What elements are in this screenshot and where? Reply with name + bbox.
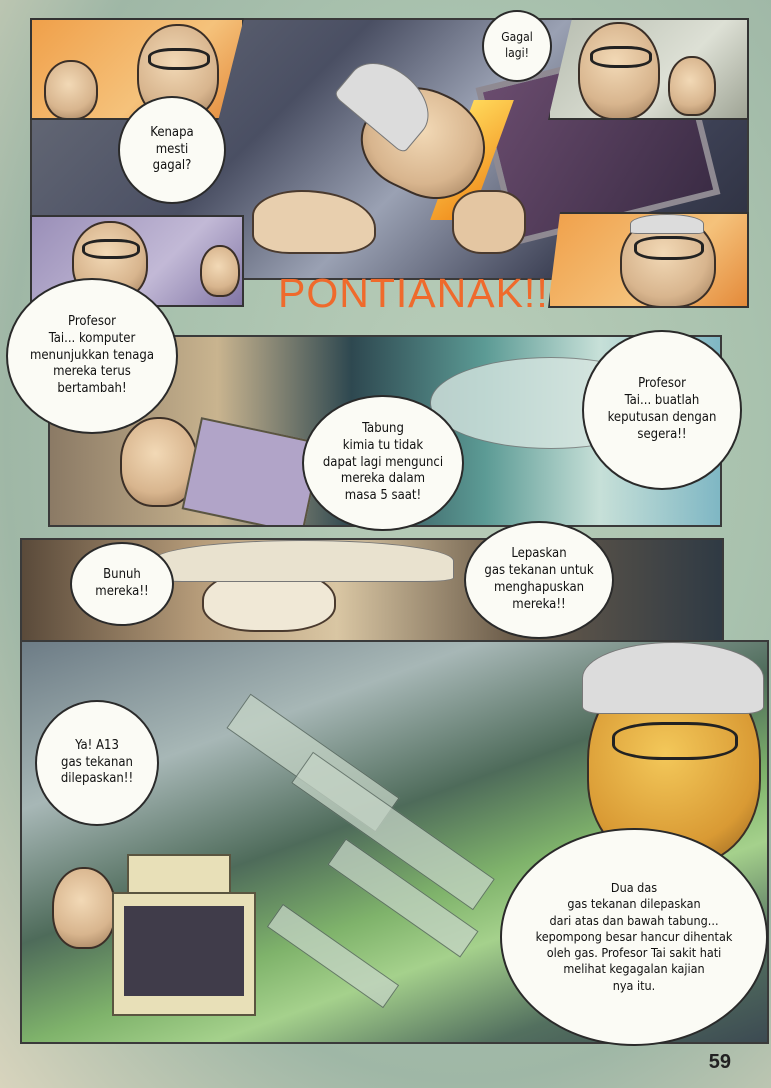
speech-bubble: Gagal lagi!	[482, 10, 552, 82]
clenched-fist	[452, 190, 526, 254]
narration-bubble: Dua das gas tekanan dilepaskan dari atas dan bawah tabung... kepompong besar hancur dihentak oleh gas. Profesor Tai sakit hati melihat kegagalan kajian nya itu.	[500, 828, 768, 1046]
professor-tai-hair	[582, 642, 764, 714]
assistant-face	[200, 245, 240, 297]
inset-panel-mid-right	[548, 212, 749, 308]
bald-assistant-face	[44, 60, 98, 120]
bare-foot	[252, 190, 376, 254]
computer-terminal	[182, 417, 323, 527]
speech-bubble: Kenapa mesti gagal?	[118, 96, 226, 204]
speech-bubble: Lepaskan gas tekanan untuk menghapuskan mereka!!	[464, 521, 614, 639]
speech-bubble: Bunuh mereka!!	[70, 542, 174, 626]
inset-panel-top-right	[548, 18, 749, 120]
inset-panel-top-left	[30, 18, 244, 120]
speech-bubble: Ya! A13 gas tekanan dilepaskan!!	[35, 700, 159, 826]
speech-bubble: Tabung kimia tu tidak dapat lagi mengunci mereka dalam masa 5 saat!	[302, 395, 464, 531]
white-hair	[630, 214, 704, 234]
sound-effect-text: PONTIANAK!!	[278, 270, 549, 316]
white-hair-strands	[152, 540, 454, 582]
glass-shard	[267, 904, 399, 1008]
glasses-icon	[148, 48, 210, 70]
glasses-icon	[612, 722, 738, 760]
operator-shouting-face	[52, 867, 116, 949]
glasses-icon	[590, 46, 652, 68]
assistant-face	[668, 56, 716, 116]
page-number: 59	[708, 1051, 731, 1073]
glasses-icon	[634, 236, 704, 260]
glasses-icon	[82, 239, 140, 259]
computer-monitor	[112, 892, 256, 1016]
speech-bubble: Profesor Tai... komputer menunjukkan tenaga mereka terus bertambah!	[6, 278, 178, 434]
worried-scientist-face	[578, 22, 660, 120]
speech-bubble: Profesor Tai... buatlah keputusan dengan segera!!	[582, 330, 742, 490]
computer-unit	[127, 854, 231, 894]
